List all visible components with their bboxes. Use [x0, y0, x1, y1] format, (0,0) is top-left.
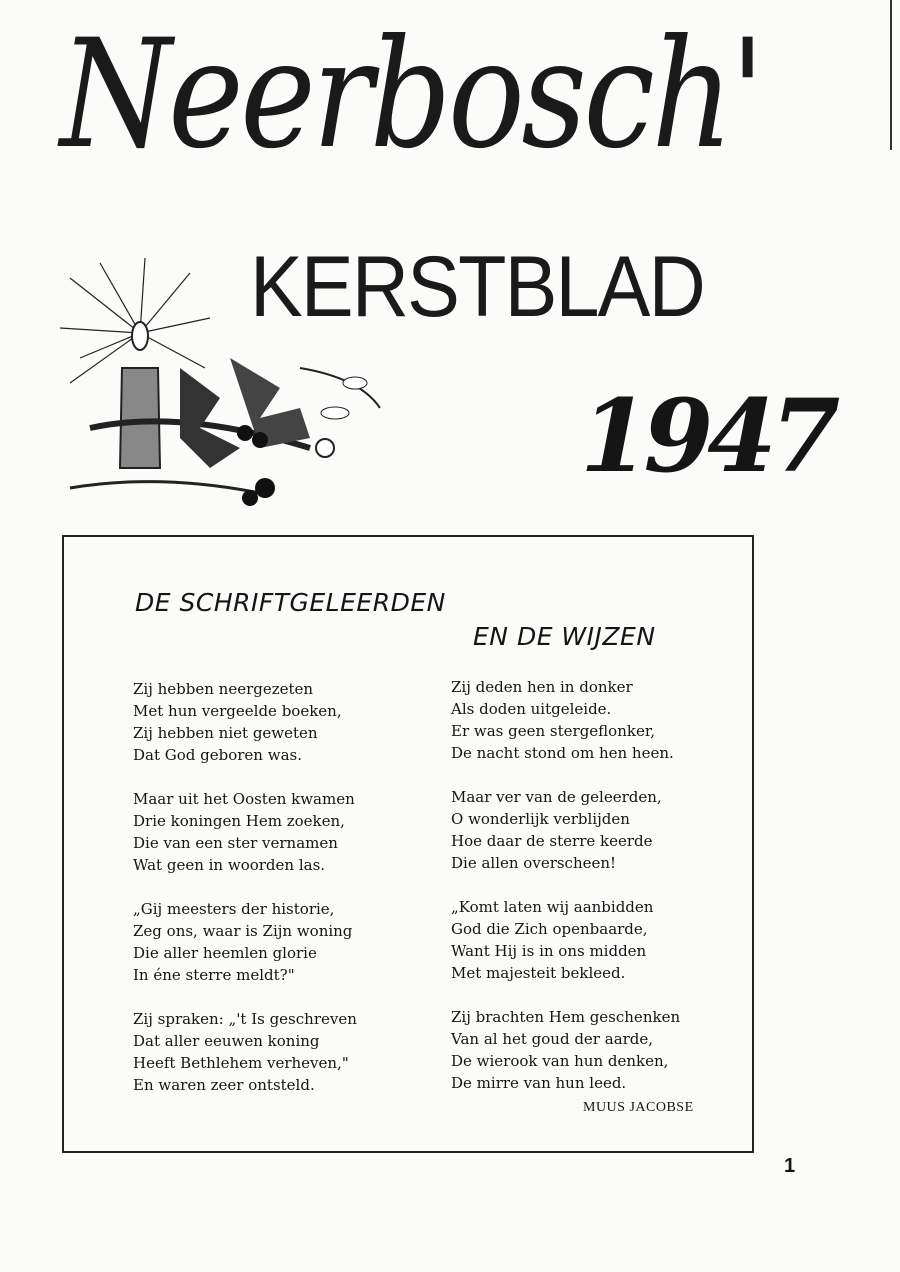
- stanza: [133, 1008, 357, 1096]
- poem-line: Van al het goud der aarde,: [451, 1030, 654, 1048]
- poem-line: Zij spraken: „'t Is geschreven: [133, 1010, 357, 1028]
- poem-line: Maar ver van de geleerden,: [451, 788, 662, 806]
- poem-line: Heeft Bethlehem verheven,": [133, 1054, 349, 1072]
- poem-line: Dat God geboren was.: [133, 746, 302, 764]
- poem-line: Zij hebben niet geweten: [133, 724, 318, 742]
- poem-line: Als doden uitgeleide.: [451, 700, 612, 718]
- masthead-script-title: Neerbosch': [60, 8, 762, 182]
- candle-holly-illustration: [60, 258, 400, 513]
- poem-line: Dat aller eeuwen koning: [133, 1032, 320, 1050]
- poem-line: Want Hij is in ons midden: [451, 942, 647, 960]
- stanza: [451, 1006, 680, 1094]
- poem-line: Maar uit het Oosten kwamen: [133, 790, 355, 808]
- poem-line: Zij deden hen in donker: [451, 678, 633, 696]
- poem-line: Met majesteit bekleed.: [451, 964, 626, 982]
- poem-line: De nacht stond om hen heen.: [451, 744, 674, 762]
- scan-edge: [890, 0, 892, 150]
- poem-column-left: [133, 678, 357, 1118]
- poem-line: O wonderlijk verblijden: [451, 810, 630, 828]
- poem-line: Die aller heemlen glorie: [133, 944, 317, 962]
- poem-line: In éne sterre meldt?": [133, 966, 295, 984]
- poem-line: Er was geen stergeflonker,: [451, 722, 656, 740]
- poem-column-right: [451, 676, 680, 1116]
- stanza: [451, 896, 680, 984]
- page-number: 1: [784, 1155, 796, 1177]
- poem-line: „Komt laten wij aanbidden: [451, 898, 654, 916]
- masthead-title: KERSTBLAD: [250, 239, 704, 335]
- poem-line: Zij brachten Hem geschenken: [451, 1008, 681, 1026]
- poem-title-line-2: EN DE WIJZEN: [473, 622, 656, 651]
- poem-line: Wat geen in woorden las.: [133, 856, 326, 874]
- stanza: [133, 898, 357, 986]
- poem-line: En waren zeer ontsteld.: [133, 1076, 315, 1094]
- stanza: [133, 788, 357, 876]
- poem-line: Hoe daar de sterre keerde: [451, 832, 653, 850]
- poem-author: MUUS JACOBSE: [583, 1100, 694, 1115]
- poem-line: De mirre van hun leed.: [451, 1074, 627, 1092]
- poem-line: De wierook van hun denken,: [451, 1052, 669, 1070]
- poem-line: Die allen overscheen!: [451, 854, 617, 872]
- poem-line: Die van een ster vernamen: [133, 834, 338, 852]
- poem-line: God die Zich openbaarde,: [451, 920, 648, 938]
- poem-line: Met hun vergeelde boeken,: [133, 702, 342, 720]
- poem-line: Drie koningen Hem zoeken,: [133, 812, 345, 830]
- masthead-year: 1947: [580, 377, 835, 495]
- poem-line: Zeg ons, waar is Zijn woning: [133, 922, 353, 940]
- stanza: [451, 786, 680, 874]
- poem-line: „Gij meesters der historie,: [133, 900, 335, 918]
- stanza: [133, 678, 357, 766]
- poem-line: Zij hebben neergezeten: [133, 680, 314, 698]
- poem-title-line-1: DE SCHRIFTGELEERDEN: [135, 588, 446, 617]
- stanza: [451, 676, 680, 764]
